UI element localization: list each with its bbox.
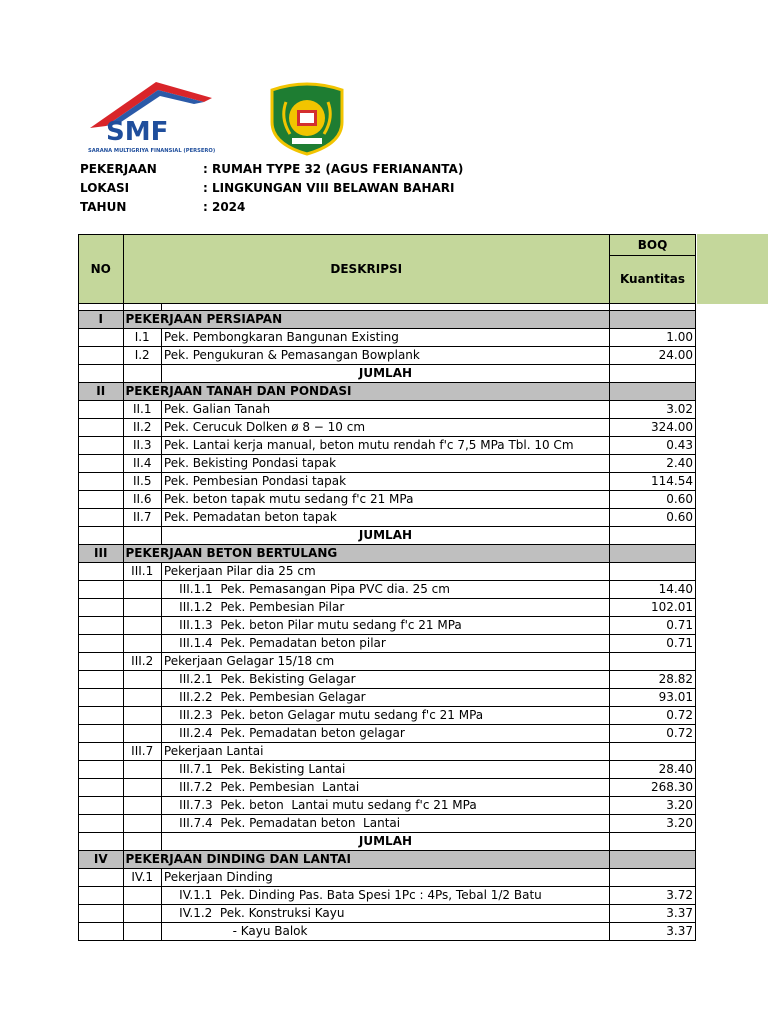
- table-row: [79, 617, 696, 635]
- table-row: [79, 635, 696, 653]
- item-number: I.2: [123, 347, 161, 365]
- section-number: IV: [79, 851, 124, 869]
- item-quantity: 28.82: [610, 671, 696, 689]
- table-row: [79, 725, 696, 743]
- item-number: II.2: [123, 419, 161, 437]
- table-row: [79, 923, 696, 941]
- table-row: [79, 581, 696, 599]
- table-row: [79, 689, 696, 707]
- item-description: Pekerjaan Pilar dia 25 cm: [161, 563, 609, 581]
- table-row: [79, 653, 696, 671]
- item-description: III.2.4 Pek. Pemadatan beton gelagar: [161, 725, 609, 743]
- item-number: [123, 689, 161, 707]
- item-quantity: 3.20: [610, 815, 696, 833]
- item-quantity: 0.72: [610, 707, 696, 725]
- jumlah-label: JUMLAH: [161, 365, 609, 383]
- item-quantity: 2.40: [610, 455, 696, 473]
- section-row: [79, 851, 696, 869]
- table-row: [79, 473, 696, 491]
- section-number: I: [79, 311, 124, 329]
- item-number: I.1: [123, 329, 161, 347]
- table-row: [79, 761, 696, 779]
- item-description: Pek. Galian Tanah: [161, 401, 609, 419]
- jumlah-row: [79, 833, 696, 851]
- table-row: [79, 599, 696, 617]
- smf-logo: [84, 80, 224, 156]
- jumlah-label: JUMLAH: [161, 527, 609, 545]
- item-description: Pekerjaan Lantai: [161, 743, 609, 761]
- table-row: [79, 419, 696, 437]
- item-quantity: 24.00: [610, 347, 696, 365]
- item-quantity: 3.20: [610, 797, 696, 815]
- item-quantity: 0.43: [610, 437, 696, 455]
- header-kuantitas: Kuantitas: [610, 256, 696, 304]
- table-row: [79, 815, 696, 833]
- table-row: [79, 437, 696, 455]
- section-qty: [610, 311, 696, 329]
- item-number: II.6: [123, 491, 161, 509]
- table-row: [79, 401, 696, 419]
- table-row: [79, 671, 696, 689]
- city-emblem: [266, 82, 348, 156]
- table-row: [79, 905, 696, 923]
- item-number: [123, 707, 161, 725]
- boq-table: [78, 234, 696, 941]
- info-label: TAHUN: [80, 200, 127, 214]
- info-value: : LINGKUNGAN VIII BELAWAN BAHARI: [203, 181, 455, 195]
- item-description: Pekerjaan Gelagar 15/18 cm: [161, 653, 609, 671]
- item-number: [123, 887, 161, 905]
- section-number: II: [79, 383, 124, 401]
- item-quantity: [610, 653, 696, 671]
- info-value: : RUMAH TYPE 32 (AGUS FERIANANTA): [203, 162, 464, 176]
- header-boq: BOQ: [610, 235, 696, 256]
- item-number: [123, 761, 161, 779]
- item-description: III.7.1 Pek. Bekisting Lantai: [161, 761, 609, 779]
- item-number: [123, 725, 161, 743]
- item-description: III.2.3 Pek. beton Gelagar mutu sedang f'c 21 MPa: [161, 707, 609, 725]
- table-row: [79, 887, 696, 905]
- item-description: Pek. Pembesian Pondasi tapak: [161, 473, 609, 491]
- item-number: III.7: [123, 743, 161, 761]
- item-description: Pek. Bekisting Pondasi tapak: [161, 455, 609, 473]
- item-description: Pek. Pembongkaran Bangunan Existing: [161, 329, 609, 347]
- item-number: II.7: [123, 509, 161, 527]
- info-value: : 2024: [203, 200, 246, 214]
- item-description: Pek. Cerucuk Dolken ø 8 − 10 cm: [161, 419, 609, 437]
- item-number: [123, 599, 161, 617]
- item-number: [123, 905, 161, 923]
- item-number: [123, 581, 161, 599]
- item-quantity: [610, 743, 696, 761]
- section-row: [79, 311, 696, 329]
- section-qty: [610, 383, 696, 401]
- item-quantity: 324.00: [610, 419, 696, 437]
- item-number: IV.1: [123, 869, 161, 887]
- item-description: III.7.4 Pek. Pemadatan beton Lantai: [161, 815, 609, 833]
- item-number: [123, 635, 161, 653]
- item-number: [123, 815, 161, 833]
- item-quantity: 268.30: [610, 779, 696, 797]
- item-quantity: 0.71: [610, 635, 696, 653]
- section-title: PEKERJAAN DINDING DAN LANTAI: [123, 851, 610, 869]
- table-row: [79, 329, 696, 347]
- item-number: [123, 779, 161, 797]
- table-row: [79, 491, 696, 509]
- section-row: [79, 545, 696, 563]
- table-row: [79, 869, 696, 887]
- info-label: PEKERJAAN: [80, 162, 157, 176]
- section-number: III: [79, 545, 124, 563]
- item-number: II.4: [123, 455, 161, 473]
- item-quantity: 3.37: [610, 923, 696, 941]
- item-quantity: 93.01: [610, 689, 696, 707]
- item-quantity: 3.02: [610, 401, 696, 419]
- item-quantity: 114.54: [610, 473, 696, 491]
- item-quantity: 0.72: [610, 725, 696, 743]
- item-description: III.2.1 Pek. Bekisting Gelagar: [161, 671, 609, 689]
- item-description: III.1.1 Pek. Pemasangan Pipa PVC dia. 25 cm: [161, 581, 609, 599]
- item-quantity: 3.72: [610, 887, 696, 905]
- item-number: II.3: [123, 437, 161, 455]
- smf-logo-subtitle: SARANA MULTIGRIYA FINANSIAL (PERSERO): [88, 148, 216, 154]
- item-description: III.1.3 Pek. beton Pilar mutu sedang f'c 21 MPa: [161, 617, 609, 635]
- header-fill-extension: [697, 234, 768, 304]
- item-number: [123, 617, 161, 635]
- item-description: Pekerjaan Dinding: [161, 869, 609, 887]
- smf-logo-text: SMF: [106, 117, 169, 147]
- item-description: Pek. Pemadatan beton tapak: [161, 509, 609, 527]
- item-description: IV.1.1 Pek. Dinding Pas. Bata Spesi 1Pc : 4Ps, Tebal 1/2 Batu: [161, 887, 609, 905]
- item-description: IV.1.2 Pek. Konstruksi Kayu: [161, 905, 609, 923]
- table-row: [79, 347, 696, 365]
- item-description: III.1.4 Pek. Pemadatan beton pilar: [161, 635, 609, 653]
- header-no: NO: [79, 235, 124, 304]
- item-quantity: 3.37: [610, 905, 696, 923]
- section-title: PEKERJAAN BETON BERTULANG: [123, 545, 610, 563]
- item-number: [123, 923, 161, 941]
- item-quantity: 28.40: [610, 761, 696, 779]
- item-description: Pek. Pengukuran & Pemasangan Bowplank: [161, 347, 609, 365]
- section-qty: [610, 851, 696, 869]
- item-number: [123, 671, 161, 689]
- item-number: III.2: [123, 653, 161, 671]
- table-row: [79, 779, 696, 797]
- item-quantity: 0.60: [610, 491, 696, 509]
- info-label: LOKASI: [80, 181, 130, 195]
- section-row: [79, 383, 696, 401]
- item-description: - Kayu Balok: [161, 923, 609, 941]
- item-quantity: 0.60: [610, 509, 696, 527]
- item-description: III.1.2 Pek. Pembesian Pilar: [161, 599, 609, 617]
- item-quantity: 102.01: [610, 599, 696, 617]
- item-quantity: [610, 563, 696, 581]
- table-row: [79, 455, 696, 473]
- table-row: [79, 563, 696, 581]
- table-row: [79, 707, 696, 725]
- item-quantity: [610, 869, 696, 887]
- table-row: [79, 797, 696, 815]
- item-quantity: 1.00: [610, 329, 696, 347]
- section-title: PEKERJAAN PERSIAPAN: [123, 311, 610, 329]
- item-description: III.7.3 Pek. beton Lantai mutu sedang f'c 21 MPa: [161, 797, 609, 815]
- item-number: [123, 797, 161, 815]
- item-description: Pek. beton tapak mutu sedang f'c 21 MPa: [161, 491, 609, 509]
- section-qty: [610, 545, 696, 563]
- item-description: Pek. Lantai kerja manual, beton mutu rendah f'c 7,5 MPa Tbl. 10 Cm: [161, 437, 609, 455]
- item-description: III.7.2 Pek. Pembesian Lantai: [161, 779, 609, 797]
- jumlah-label: JUMLAH: [161, 833, 609, 851]
- header-deskripsi: DESKRIPSI: [123, 235, 610, 304]
- item-quantity: 0.71: [610, 617, 696, 635]
- item-description: III.2.2 Pek. Pembesian Gelagar: [161, 689, 609, 707]
- table-row: [79, 743, 696, 761]
- jumlah-row: [79, 527, 696, 545]
- item-number: III.1: [123, 563, 161, 581]
- item-number: II.5: [123, 473, 161, 491]
- section-title: PEKERJAAN TANAH DAN PONDASI: [123, 383, 610, 401]
- table-row: [79, 509, 696, 527]
- item-quantity: 14.40: [610, 581, 696, 599]
- item-number: II.1: [123, 401, 161, 419]
- jumlah-row: [79, 365, 696, 383]
